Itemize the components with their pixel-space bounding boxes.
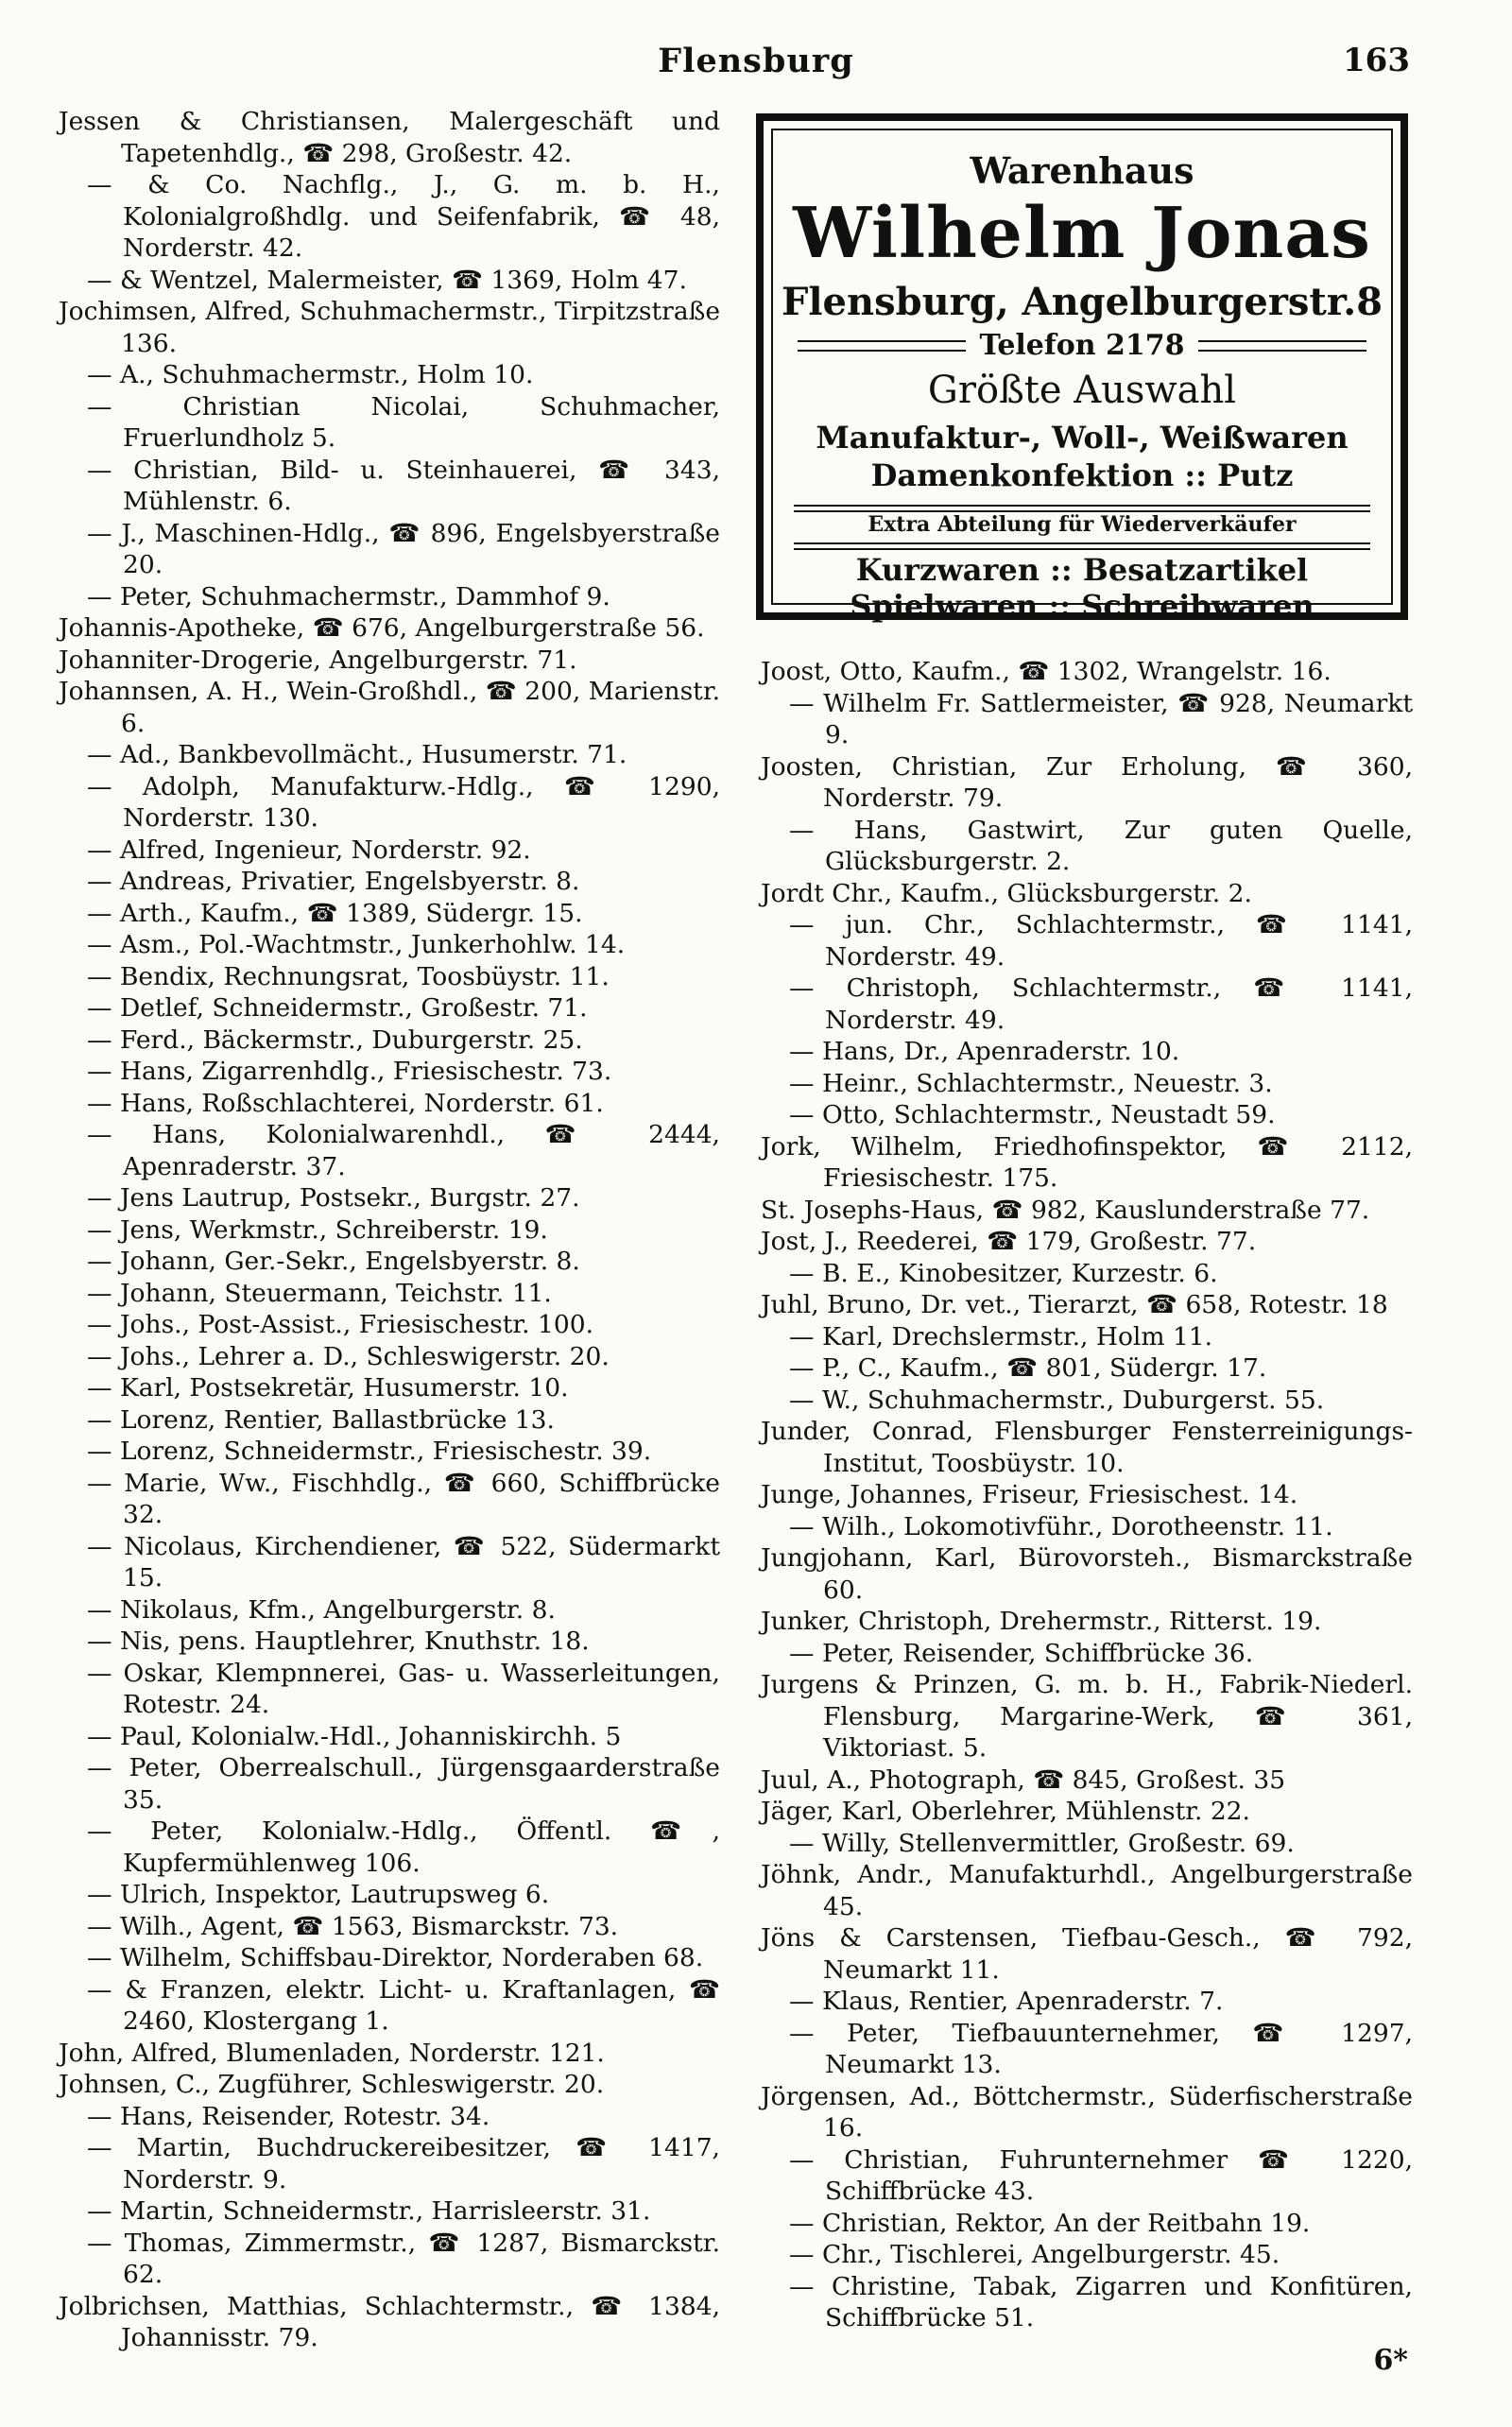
directory-entry: — Christian, Bild- u. Steinhauerei, ☎ 343, Mühlenstr. 6.: [59, 455, 720, 518]
directory-entry: Johannis-Apotheke, ☎ 676, Angelburgerstraße 56.: [59, 613, 705, 643]
directory-entry: — Hans, Reisender, Rotestr. 34.: [59, 2101, 720, 2133]
directory-entry: — Christian Nicolai, Schuhmacher, Fruerlundholz 5.: [59, 391, 720, 455]
directory-entry: — Ad., Bankbevollmächt., Husumerstr. 71.: [59, 739, 720, 771]
page-header: [0, 42, 1512, 89]
directory-entry: — J., Maschinen-Hdlg., ☎ 896, Engelsbyerstraße 20.: [59, 518, 720, 581]
directory-entry: Jork, Wilhelm, Friedhofinspektor, ☎ 2112, Friesischestr. 175.: [761, 1131, 1413, 1193]
ad-rule-right: [1198, 340, 1366, 352]
directory-entry: — Wilhelm, Schiffsbau-Direktor, Norderaben 68.: [59, 1942, 720, 1974]
directory-entry: — Christian, Fuhrunternehmer ☎ 1220, Schiffbrücke 43.: [761, 2144, 1413, 2208]
directory-entry: Jost, J., Reederei, ☎ 179, Großestr. 77.: [761, 1227, 1257, 1256]
directory-entry: — Johs., Lehrer a. D., Schleswigerstr. 20.: [59, 1341, 720, 1373]
directory-entry: Jolbrichsen, Matthias, Schlachtermstr., ☎ 1384, Johannisstr. 79.: [59, 2291, 720, 2352]
directory-entry: Junker, Christoph, Drehermstr., Ritterst. 19.: [761, 1607, 1322, 1636]
directory-entry: Junge, Johannes, Friseur, Friesischest. 14.: [761, 1480, 1298, 1509]
page-number: 163: [1343, 42, 1410, 79]
directory-entry: — Arth., Kaufm., ☎ 1389, Südergr. 15.: [59, 898, 720, 930]
directory-entry: — Johann, Ger.-Sekr., Engelsbyerstr. 8.: [59, 1246, 720, 1278]
directory-entry: — Peter, Kolonialw.-Hdlg., Öffentl. ☎, Kupfermühlenweg 106.: [59, 1816, 720, 1879]
directory-entry: Junder, Conrad, Flensburger Fensterreinigungs-Institut, Toosbüystr. 10.: [761, 1417, 1413, 1478]
directory-entry: — Lorenz, Rentier, Ballastbrücke 13.: [59, 1404, 720, 1437]
directory-entry: — Johs., Post-Assist., Friesischestr. 100.: [59, 1309, 720, 1341]
directory-entry: — W., Schuhmachermstr., Duburgerst. 55.: [761, 1385, 1413, 1417]
ad-goods-line-3: Kurzwaren :: Besatzartikel: [855, 552, 1309, 588]
directory-entry: — Bendix, Rechnungsrat, Toosbüystr. 11.: [59, 961, 720, 993]
ad-divider-bottom: [794, 542, 1370, 550]
directory-entry: Joost, Otto, Kaufm., ☎ 1302, Wrangelstr. 16.: [761, 657, 1332, 686]
directory-entry: — Peter, Tiefbauunternehmer, ☎ 1297, Neumarkt 13.: [761, 2018, 1413, 2081]
ad-telephone-row: [773, 329, 1391, 362]
directory-entry: — Jens Lautrup, Postsekr., Burgstr. 27.: [59, 1182, 720, 1214]
directory-entry: — Hans, Gastwirt, Zur guten Quelle, Glücksburgerstr. 2.: [761, 815, 1413, 878]
directory-entry: — Jens, Werkmstr., Schreiberstr. 19.: [59, 1214, 720, 1247]
directory-entry: — Hans, Dr., Apenraderstr. 10.: [761, 1036, 1413, 1068]
left-column: [59, 106, 720, 2354]
directory-entry: — Asm., Pol.-Wachtmstr., Junkerhohlw. 14.: [59, 929, 720, 961]
directory-entry: Jessen & Christiansen, Malergeschäft und Tapetenhdlg., ☎ 298, Großestr. 42.: [59, 107, 720, 168]
directory-entry: St. Josephs-Haus, ☎ 982, Kauslunderstraße 77.: [761, 1195, 1370, 1225]
directory-entry: — Hans, Zigarrenhdlg., Friesischestr. 73.: [59, 1056, 720, 1088]
directory-entry: Jordt Chr., Kaufm., Glücksburgerstr. 2.: [761, 878, 1252, 908]
ad-goods-line-1: Manufaktur-, Woll-, Weißwaren: [816, 420, 1349, 456]
directory-entry: Juhl, Bruno, Dr. vet., Tierarzt, ☎ 658, Rotestr. 18: [761, 1290, 1388, 1319]
directory-entry: — Adolph, Manufakturw.-Hdlg., ☎ 1290, Norderstr. 130.: [59, 771, 720, 835]
directory-entry: Jungjohann, Karl, Bürovorsteh., Bismarckstraße 60.: [761, 1543, 1413, 1605]
ad-address: Flensburg, Angelburgerstr.8: [781, 280, 1383, 324]
directory-entry: — Peter, Schuhmachermstr., Dammhof 9.: [59, 581, 720, 613]
directory-entry: — Karl, Postsekretär, Husumerstr. 10.: [59, 1372, 720, 1404]
directory-entry: — Marie, Ww., Fischhdlg., ☎ 660, Schiffbrücke 32.: [59, 1468, 720, 1531]
directory-entry: — Nis, pens. Hauptlehrer, Knuthstr. 18.: [59, 1626, 720, 1658]
advertisement-inner-border: [771, 129, 1393, 624]
directory-entry: — Lorenz, Schneidermstr., Friesischestr. 39.: [59, 1436, 720, 1468]
directory-entry: John, Alfred, Blumenladen, Norderstr. 121.: [59, 2038, 605, 2068]
directory-entry: Johanniter-Drogerie, Angelburgerstr. 71.: [59, 645, 577, 675]
directory-entry: — Hans, Kolonialwarenhdl., ☎ 2444, Apenraderstr. 37.: [59, 1119, 720, 1182]
directory-entry: — Andreas, Privatier, Engelsbyerstr. 8.: [59, 866, 720, 898]
directory-entry: — Christian, Rektor, An der Reitbahn 19.: [761, 2208, 1413, 2240]
ad-store-name: Wilhelm Jonas: [793, 193, 1371, 274]
directory-entry: Jäger, Karl, Oberlehrer, Mühlenstr. 22.: [761, 1797, 1250, 1826]
directory-entry: — Christoph, Schlachtermstr., ☎ 1141, Norderstr. 49.: [761, 973, 1413, 1036]
directory-entry: — jun. Chr., Schlachtermstr., ☎ 1141, Norderstr. 49.: [761, 909, 1413, 973]
directory-entry: — & Wentzel, Malermeister, ☎ 1369, Holm 47.: [59, 265, 720, 297]
directory-entry: — & Co. Nachflg., J., G. m. b. H., Kolonialgroßhdlg. und Seifenfabrik, ☎ 48, Norderstr. 42.: [59, 169, 720, 265]
directory-entry: Jöhnk, Andr., Manufakturhdl., Angelburgerstraße 45.: [761, 1860, 1413, 1921]
ad-store-type: Warenhaus: [970, 149, 1194, 192]
directory-entry: — Paul, Kolonialw.-Hdl., Johanniskirchh. 5: [59, 1721, 720, 1753]
directory-entry: — Ulrich, Inspektor, Lautrupsweg 6.: [59, 1879, 720, 1911]
directory-entry: — Wilh., Lokomotivführ., Dorotheenstr. 11.: [761, 1511, 1413, 1543]
directory-entry: — Otto, Schlachtermstr., Neustadt 59.: [761, 1099, 1413, 1131]
directory-entry: — B. E., Kinobesitzer, Kurzestr. 6.: [761, 1258, 1413, 1290]
directory-entry: — Alfred, Ingenieur, Norderstr. 92.: [59, 835, 720, 867]
directory-entry: Jochimsen, Alfred, Schuhmachermstr., Tirpitzstraße 136.: [59, 297, 720, 358]
directory-entry: Jurgens & Prinzen, G. m. b. H., Fabrik-Niederl. Flensburg, Margarine-Werk, ☎ 361, Viktoriast. 5.: [761, 1670, 1413, 1763]
directory-entry: — Oskar, Klempnnerei, Gas- u. Wasserleitungen, Rotestr. 24.: [59, 1658, 720, 1721]
directory-entry: — Detlef, Schneidermstr., Großestr. 71.: [59, 992, 720, 1024]
directory-entry: Juul, A., Photograph, ☎ 845, Großest. 35: [761, 1764, 1286, 1795]
directory-entry: — A., Schuhmachermstr., Holm 10.: [59, 359, 720, 391]
directory-entry: — Peter, Oberrealschull., Jürgensgaarderstraße 35.: [59, 1752, 720, 1816]
directory-entry: — Martin, Buchdruckereibesitzer, ☎ 1417, Norderstr. 9.: [59, 2132, 720, 2195]
directory-entry: — Peter, Reisender, Schiffbrücke 36.: [761, 1638, 1413, 1670]
directory-entry: — Johann, Steuermann, Teichstr. 11.: [59, 1278, 720, 1310]
directory-entry: Johnsen, C., Zugführer, Schleswigerstr. 20.: [59, 2070, 605, 2099]
ad-goods-line-4: Spielwaren :: Schreibwaren: [850, 588, 1314, 624]
directory-entry: Jöns & Carstensen, Tiefbau-Gesch., ☎ 792, Neumarkt 11.: [761, 1923, 1413, 1985]
directory-entry: — Klaus, Rentier, Apenraderstr. 7.: [761, 1986, 1413, 2018]
running-title: Flensburg: [658, 42, 854, 80]
signature-mark: 6*: [1373, 2344, 1408, 2377]
directory-entry: Jörgensen, Ad., Böttchermstr., Süderfischerstraße 16.: [761, 2081, 1413, 2143]
ad-goods-line-2: Damenkonfektion :: Putz: [870, 457, 1294, 493]
directory-entry: — & Franzen, elektr. Licht- u. Kraftanlagen, ☎ 2460, Klostergang 1.: [59, 1974, 720, 2038]
advertisement-box: [756, 113, 1408, 624]
directory-entry: — Christine, Tabak, Zigarren und Konfitüren, Schiffbrücke 51.: [761, 2271, 1413, 2334]
directory-entry: — P., C., Kaufm., ☎ 801, Südergr. 17.: [761, 1352, 1413, 1385]
directory-entry: — Martin, Schneidermstr., Harrisleerstr. 31.: [59, 2195, 720, 2228]
directory-entry: — Heinr., Schlachtermstr., Neuestr. 3.: [761, 1068, 1413, 1100]
directory-entry: Johannsen, A. H., Wein-Großhdl., ☎ 200, Marienstr. 6.: [59, 677, 720, 738]
directory-entry: — Karl, Drechslermstr., Holm 11.: [761, 1321, 1413, 1353]
directory-entry: — Nikolaus, Kfm., Angelburgerstr. 8.: [59, 1594, 720, 1627]
directory-entry: — Thomas, Zimmermstr., ☎ 1287, Bismarckstr. 62.: [59, 2228, 720, 2291]
directory-entry: Joosten, Christian, Zur Erholung, ☎ 360, Norderstr. 79.: [761, 751, 1413, 813]
ad-rule-left: [798, 340, 966, 352]
ad-telephone: Telefon 2178: [979, 329, 1185, 362]
directory-entry: — Hans, Roßschlachterei, Norderstr. 61.: [59, 1088, 720, 1120]
directory-entry: — Wilh., Agent, ☎ 1563, Bismarckstr. 73.: [59, 1911, 720, 1943]
directory-entry: — Chr., Tischlerei, Angelburgerstr. 45.: [761, 2239, 1413, 2271]
directory-entry: — Nicolaus, Kirchendiener, ☎ 522, Südermarkt 15.: [59, 1531, 720, 1594]
directory-entry: — Willy, Stellenvermittler, Großestr. 69.: [761, 1828, 1413, 1860]
ad-divider-top: [794, 505, 1370, 512]
ad-wholesale-note: Extra Abteilung für Wiederverkäufer: [868, 512, 1297, 537]
ad-tagline: Größte Auswahl: [927, 369, 1237, 412]
directory-entry: — Ferd., Bäckermstr., Duburgerstr. 25.: [59, 1024, 720, 1057]
directory-entry: — Wilhelm Fr. Sattlermeister, ☎ 928, Neumarkt 9.: [761, 688, 1413, 751]
right-column: [761, 656, 1413, 2334]
